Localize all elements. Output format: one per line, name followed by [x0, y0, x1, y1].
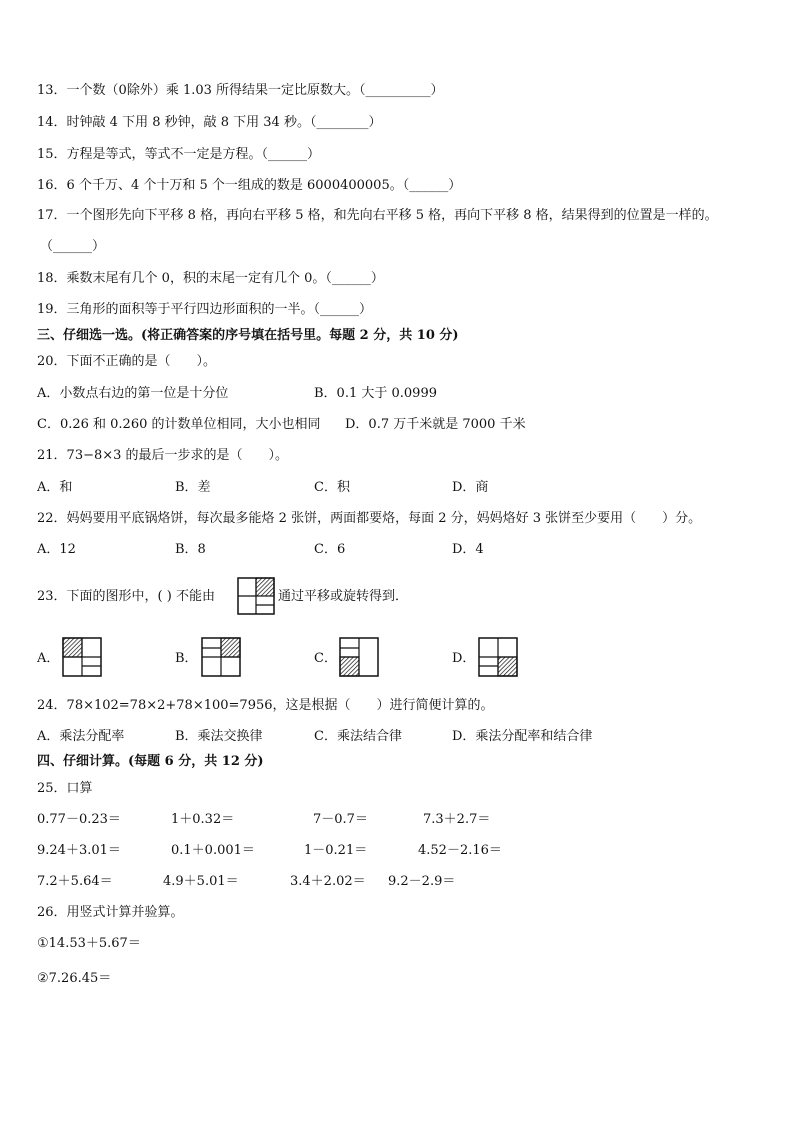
mental-calc-item: 9.2－2.9＝: [388, 874, 456, 889]
question-15: 15．方程是等式，等式不一定是方程。（______）: [37, 147, 321, 162]
question-16: 16．6 个千万、4 个十万和 5 个一组成的数是 6000400005。（______）: [37, 178, 462, 193]
mental-calc-item: 9.24＋3.01＝: [37, 843, 121, 858]
question-24-stem: 24．78×102=78×2+78×100=7956，这是根据（ ）进行简便计算的。: [37, 698, 494, 713]
question-20-option-a: A．小数点右边的第一位是十分位: [37, 386, 229, 401]
question-21-option-c: C．积: [314, 480, 350, 495]
question-21-stem: 21．73−8×3 的最后一步求的是（ ）。: [37, 448, 289, 463]
question-24-option-c: C．乘法结合律: [314, 729, 402, 744]
mental-calc-item: 1＋0.32＝: [171, 812, 235, 827]
mental-calc-item: 4.9＋5.01＝: [163, 874, 239, 889]
question-23-option-d-label: D．: [452, 651, 476, 666]
mental-calc-item: 0.77－0.23＝: [37, 812, 121, 827]
question-22-option-b: B．8: [175, 542, 206, 557]
question-23-option-b-figure: [201, 637, 241, 677]
question-23-option-b-label: B．: [175, 651, 198, 666]
question-21-option-d: D．商: [452, 480, 489, 495]
question-23-stem-after: 通过平移或旋转得到．: [278, 589, 409, 604]
question-17: 17．一个图形先向下平移 8 格，再向右平移 5 格，和先向右平移 5 格，再向下平移 8 格，结果得到的位置是一样的。: [37, 208, 718, 223]
question-21-option-a: A．和: [37, 480, 73, 495]
mental-calc-item: 0.1＋0.001＝: [171, 843, 255, 858]
question-20-option-b: B．0.1 大于 0.0999: [314, 386, 437, 401]
section-3-title: 三、仔细选一选。(将正确答案的序号填在括号里。每题 2 分，共 10 分): [37, 328, 459, 343]
vertical-calc-item-2: ②7.26.45＝: [37, 971, 112, 986]
question-23-option-c-label: C．: [314, 651, 337, 666]
question-20-stem: 20．下面不正确的是（ ）。: [37, 354, 217, 369]
question-24-option-d: D．乘法分配率和结合律: [452, 729, 593, 744]
question-17-blank: （______）: [40, 239, 106, 254]
question-18: 18．乘数末尾有几个 0，积的末尾一定有几个 0。（______）: [37, 271, 384, 286]
question-23-option-a-figure: [62, 637, 102, 677]
question-23-option-a-label: A．: [37, 651, 60, 666]
mental-calc-item: 7－0.7＝: [313, 812, 368, 827]
question-19: 19．三角形的面积等于平行四边形面积的一半。（______）: [37, 302, 373, 317]
mental-calc-item: 7.3＋2.7＝: [423, 812, 491, 827]
question-24-option-b: B．乘法交换律: [175, 729, 263, 744]
question-26-stem: 26．用竖式计算并验算。: [37, 905, 184, 920]
question-25-stem: 25．口算: [37, 781, 93, 796]
section-4-title: 四、仔细计算。(每题 6 分，共 12 分): [37, 754, 264, 769]
mental-calc-item: 7.2＋5.64＝: [37, 874, 113, 889]
mental-calc-item: 4.52－2.16＝: [418, 843, 502, 858]
question-20-option-c: C．0.26 和 0.260 的计数单位相同，大小也相同: [37, 417, 321, 432]
question-23-option-c-figure: [339, 637, 379, 677]
vertical-calc-item-1: ①14.53＋5.67＝: [37, 936, 141, 951]
question-24-option-a: A．乘法分配率: [37, 729, 125, 744]
question-22-option-d: D．4: [452, 542, 484, 557]
question-21-option-b: B．差: [175, 480, 211, 495]
mental-calc-item: 1－0.21＝: [304, 843, 368, 858]
question-22-option-c: C．6: [314, 542, 346, 557]
question-22-stem: 22．妈妈要用平底锅烙饼，每次最多能烙 2 张饼，两面都要烙，每面 2 分，妈妈烙好 3 张饼至少要用（ ）分。: [37, 511, 702, 526]
question-22-option-a: A．12: [37, 542, 76, 557]
question-13: 13．一个数（0除外）乘 1.03 所得结果一定比原数大。（__________）: [37, 83, 444, 98]
question-20-option-d: D．0.7 万千米就是 7000 千米: [345, 417, 526, 432]
question-23-stem-before: 23．下面的图形中，( ) 不能由: [37, 589, 215, 604]
mental-calc-item: 3.4＋2.02＝: [290, 874, 366, 889]
question-23-reference-figure: [237, 577, 275, 615]
question-23-option-d-figure: [478, 637, 518, 677]
question-14: 14．时钟敲 4 下用 8 秒钟，敲 8 下用 34 秒。（________）: [37, 115, 382, 130]
